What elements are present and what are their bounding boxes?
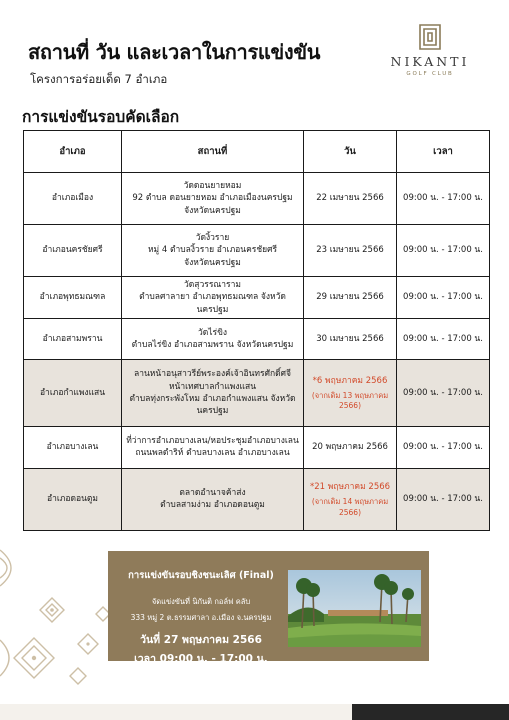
venue-line: วัดไร่ขิง xyxy=(197,327,228,338)
footer-bar-dark xyxy=(352,704,509,720)
final-round-banner xyxy=(108,551,429,665)
venue-line: ตำบลศาลายา อำเภอพุทธมณฑล จังหวัดนครปฐม xyxy=(139,292,286,315)
logo-club: GOLF CLUB xyxy=(406,71,454,77)
footer-bar-light xyxy=(0,704,352,720)
venue-line: 92 ตำบล ดอนยายหอม อำเภอเมืองนครปฐม xyxy=(132,193,293,204)
table-row xyxy=(24,468,490,530)
venue-line: จังหวัดนครปฐม xyxy=(184,257,241,268)
table-row xyxy=(24,277,490,319)
final-title: การแข่งขันรอบชิงชนะเลิศ (Final) xyxy=(128,570,274,581)
venue-line: วัดดอนยายหอม xyxy=(183,181,242,192)
header-time: เวลา xyxy=(397,131,490,173)
venue-line: ตลาดอำนาจค้าส่ง xyxy=(179,488,246,499)
cell-venue xyxy=(122,468,304,530)
venue-line: ตำบลไร่ขิง อำเภอสามพราน จังหวัดนครปฐม xyxy=(131,339,294,350)
cell-venue xyxy=(122,426,304,468)
date-revised: *6 พฤษภาคม 2566 xyxy=(312,375,388,386)
venue-line: ตำบลทุ่งกระพังโหม อำเภอกำแพงแสน จังหวัด xyxy=(129,393,296,404)
table-header-row xyxy=(24,131,490,173)
cell-time: 09:00 น. - 17:00 น. xyxy=(397,277,490,319)
logo-emblem-icon xyxy=(419,24,441,50)
cell-venue xyxy=(122,173,304,225)
nikanti-logo xyxy=(388,24,472,77)
cell-district: อำเภอพุทธมณฑล xyxy=(24,277,122,319)
date-note: (จากเดิม 13 พฤษภาคม 2566) xyxy=(311,390,389,411)
cell-time: 09:00 น. - 17:00 น. xyxy=(397,318,490,359)
section-title: การแข่งขันรอบคัดเลือก xyxy=(22,108,180,126)
table-row xyxy=(24,359,490,426)
cell-time: 09:00 น. - 17:00 น. xyxy=(397,426,490,468)
cell-time: 09:00 น. - 17:00 น. xyxy=(397,173,490,225)
table-row xyxy=(24,426,490,468)
table-row xyxy=(24,318,490,359)
cell-district: อำเภอสามพราน xyxy=(24,318,122,359)
final-address: 333 หมู่ 2 ต.ธรรมศาลา อ.เมือง จ.นครปฐม xyxy=(130,613,272,622)
logo-brand: NIKANTI xyxy=(390,54,470,69)
cell-date: 22 เมษายน 2566 xyxy=(304,173,397,225)
date-revised: *21 พฤษภาคม 2566 xyxy=(309,482,391,493)
cell-date: 29 เมษายน 2566 xyxy=(304,277,397,319)
cell-district: อำเภอนครชัยศรี xyxy=(24,225,122,277)
page-title: สถานที่ วัน และเวลาในการแข่งขัน xyxy=(28,40,321,64)
cell-district: อำเภอดอนตูม xyxy=(24,468,122,530)
final-time: เวลา 09:00 น. - 17:00 น. xyxy=(134,653,268,665)
cell-time: 09:00 น. - 17:00 น. xyxy=(397,225,490,277)
cell-district: อำเภอบางเลน xyxy=(24,426,122,468)
cell-date xyxy=(304,468,397,530)
cell-district: อำเภอเมือง xyxy=(24,173,122,225)
venue-line: วัดงิ้วราย xyxy=(195,233,230,244)
cell-date xyxy=(304,359,397,426)
final-date: วันที่ 27 พฤษภาคม 2566 xyxy=(140,634,262,646)
cell-venue xyxy=(122,359,304,426)
cell-time: 09:00 น. - 17:00 น. xyxy=(397,359,490,426)
golf-course-photo xyxy=(288,570,421,647)
venue-line: ที่ว่าการอำเภอบางเลน/หอประชุมอำเภอบางเลน xyxy=(126,436,299,447)
venue-line: หมู่ 4 ตำบลงิ้วราย อำเภอนครชัยศรี xyxy=(147,245,278,256)
venue-line: ตำบลสามง่าม อำเภอดอนตูม xyxy=(160,500,265,511)
date-note: (จากเดิม 14 พฤษภาคม 2566) xyxy=(311,497,389,517)
cell-venue xyxy=(122,277,304,319)
venue-line: ลานหน้าอนุสาวรีย์พระองค์เจ้าอินทรศักดิ์ศจี xyxy=(133,369,292,380)
venue-line: หน้าเทศบาลกำแพงแสน xyxy=(168,381,257,392)
cell-venue xyxy=(122,225,304,277)
header-district: อำเภอ xyxy=(24,131,122,173)
venue-line: จังหวัดนครปฐม xyxy=(184,205,241,216)
cell-date: 23 เมษายน 2566 xyxy=(304,225,397,277)
final-venue: จัดแข่งขันที่ นิกันติ กอล์ฟ คลับ xyxy=(151,597,251,606)
venue-line: วัดสุวรรณาราม xyxy=(184,280,241,290)
table-row xyxy=(24,225,490,277)
venue-line: ถนนพลดำริห์ ตำบลบางเลน อำเภอบางเลน xyxy=(135,448,290,459)
venue-line: นครปฐม xyxy=(196,406,229,417)
cell-venue xyxy=(122,318,304,359)
cell-date: 30 เมษายน 2566 xyxy=(304,318,397,359)
table-row xyxy=(24,173,490,225)
cell-district: อำเภอกำแพงแสน xyxy=(24,359,122,426)
final-round-text xyxy=(108,551,294,665)
schedule-table xyxy=(23,130,490,531)
header-date: วัน xyxy=(304,131,397,173)
ornament-decoration xyxy=(0,540,120,700)
page-subtitle: โครงการอร่อยเด็ด 7 อำเภอ xyxy=(30,72,168,86)
cell-date: 20 พฤษภาคม 2566 xyxy=(304,426,397,468)
cell-time: 09:00 น. - 17:00 น. xyxy=(397,468,490,530)
header-venue: สถานที่ xyxy=(122,131,304,173)
